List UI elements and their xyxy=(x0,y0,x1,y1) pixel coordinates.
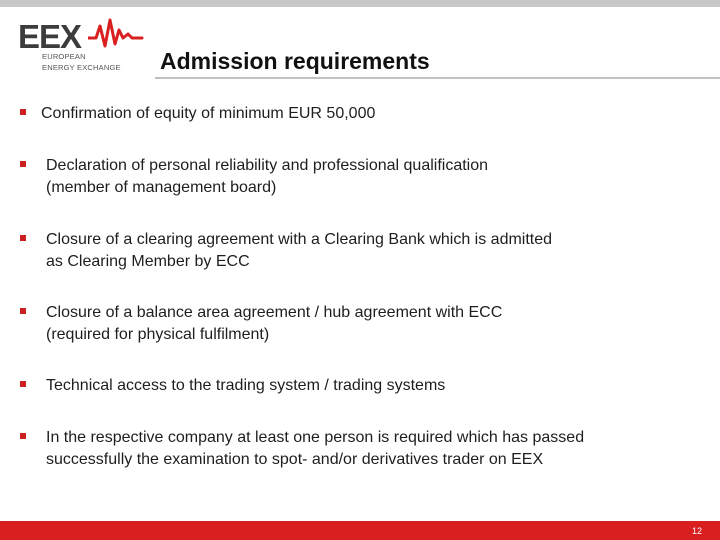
page-title: Admission requirements xyxy=(160,48,430,74)
bullet-text: Closure of a balance area agreement / hub agreement with ECC (required for physical fulfilment) xyxy=(46,304,503,343)
page-number: 12 xyxy=(691,526,702,536)
bullet-text: Declaration of personal reliability and professional qualification (member of management board) xyxy=(46,157,489,196)
bullet-marker-icon xyxy=(20,308,26,314)
bullet-marker-icon xyxy=(20,161,26,167)
bullet-item xyxy=(20,229,552,273)
header-divider xyxy=(155,77,720,79)
logo-wordmark: EEX xyxy=(18,18,82,55)
logo-subline-2: ENERGY EXCHANGE xyxy=(42,63,121,72)
bullet-item xyxy=(20,302,502,346)
logo-wave-icon xyxy=(88,16,144,52)
eex-logo xyxy=(18,16,148,76)
bullet-item xyxy=(20,155,488,199)
bullet-item xyxy=(20,103,375,125)
bullet-marker-icon xyxy=(20,381,26,387)
bullet-text: Technical access to the trading system / trading systems xyxy=(46,377,446,394)
logo-subline-1: EUROPEAN xyxy=(42,52,86,61)
bullet-marker-icon xyxy=(20,235,26,241)
bullet-text: In the respective company at least one person is required which has passed successfully the examination to spot- and/or derivatives trader on EEX xyxy=(46,429,585,468)
bullet-marker-icon xyxy=(20,433,26,439)
footer-band xyxy=(0,521,720,540)
bullet-text: Closure of a clearing agreement with a Clearing Bank which is admitted as Clearing Member by ECC xyxy=(46,231,553,270)
bullet-item xyxy=(20,375,445,397)
bullet-item xyxy=(20,427,584,471)
top-band xyxy=(0,0,720,7)
bullet-marker-icon xyxy=(20,109,26,115)
bullet-text: Confirmation of equity of minimum EUR 50,000 xyxy=(41,105,376,122)
